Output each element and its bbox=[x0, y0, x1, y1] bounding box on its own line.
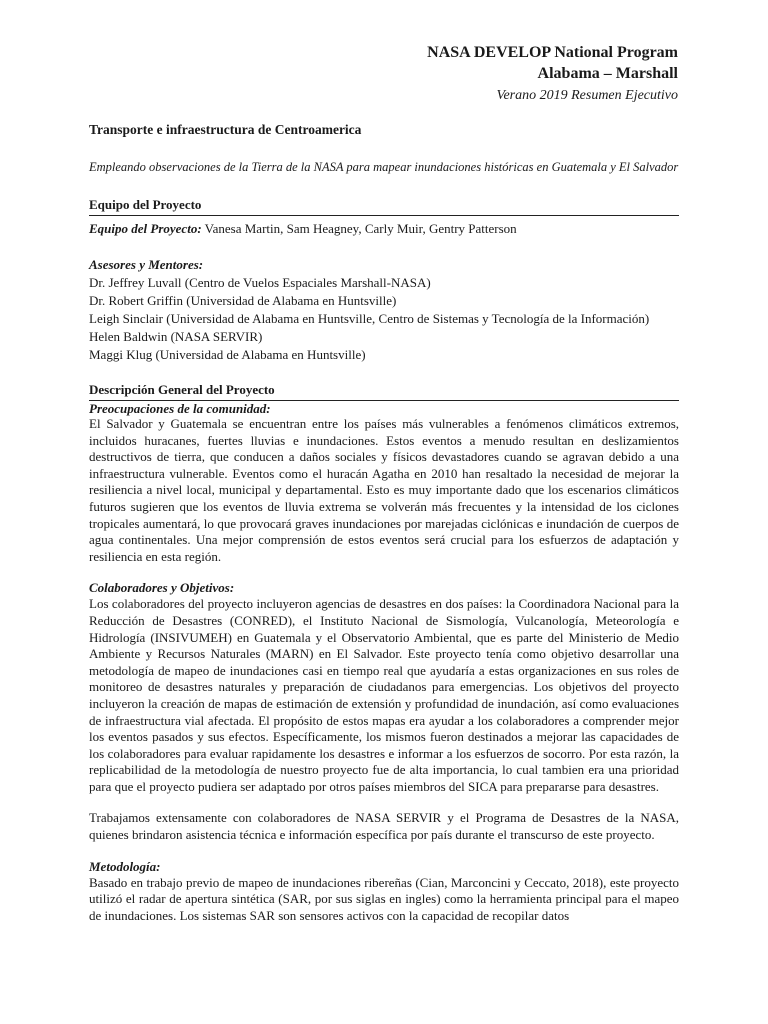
team-members: Vanesa Martin, Sam Heagney, Carly Muir, Gentry Patterson bbox=[201, 221, 517, 236]
team-label: Equipo del Proyecto: bbox=[89, 221, 202, 236]
project-subtitle: Empleando observaciones de la Tierra de la NASA para mapear inundaciones históricas en Guatemala y El Salvador bbox=[89, 160, 679, 174]
concerns-paragraph: El Salvador y Guatemala se encuentran entre los países más vulnerables a fenómenos climáticos extremos, incluidos huracanes, fuertes lluvias e inundaciones. Estos eventos a menudo resultan en deslizamientos destructivos de tierra, que conducen a daños sociales y físicos devastadores cuando se agravan debido a una infraestructura vulnerable. Eventos como el huracán Agatha en 2010 han resaltado la necesidad de mejorar la resiliencia a nivel local, municipal y departamental. Esto es muy importante dado que los escenarios climáticos futuros sugieren que los eventos de lluvia extrema se volverán más frecuentes y la intensidad de los ciclones tropicales aumentará, lo que provocará graves inundaciones por marejadas ciclónicas e inundación de cuerpos de agua continentales. Una mejor comprensión de estos eventos será crucial para los esfuerzos de adaptación y resiliencia en esta región. bbox=[89, 416, 679, 564]
partners-paragraph: Los colaboradores del proyecto incluyeron agencias de desastres en dos países: la Coordinadora Nacional para la Reducción de Desastres (CONRED), el Instituto Nacional de Sismología, Vulcanología, Meteorología e Hidrología (INSIVUMEH) en Guatemala y el Observatorio Ambiental, que es parte del Ministerio de Medio Ambiente y Recursos Naturales (MARN) en El Salvador. Este proyecto tenía como objetivo desarrollar una metodología de mapeo de inundaciones casi en tiempo real que ayudaría a estas organizaciones en sus roles de monitoreo de desastres naturales y preparación de ciudadanos para emergencias. Los objetivos del proyecto incluyeron la creación de mapas de estimación de extensión y profundidad de inundación, así como evaluaciones de infraestructura vial afectada. El propósito de estos mapas era ayudar a los colaboradores a comprender mejor los eventos pasados y sus efectos. Específicamente, los mismos fueron destinados a mejorar las capacidades de los colaboradores para evaluar rapidamente los desastres e informar a los esfuerzos de socorro. Por esta razón, la replicabilidad de la metodología de nuestro proyecto fue de alta importancia, lo cual tambien era una prioridad para que el proyecto pudiera ser adaptado por otros países miembros del SICA para prepararse para desastres. bbox=[89, 596, 679, 794]
concerns-label: Preocupaciones de la comunidad: bbox=[89, 401, 271, 416]
methodology-label: Metodología: bbox=[89, 858, 161, 874]
advisor-item: Dr. Robert Griffin (Universidad de Alabama en Huntsville) bbox=[89, 293, 397, 308]
partners-label: Colaboradores y Objetivos: bbox=[89, 580, 235, 596]
program-name: NASA DEVELOP National Program bbox=[427, 44, 678, 61]
advisor-item: Helen Baldwin (NASA SERVIR) bbox=[89, 329, 263, 344]
advisor-item: Dr. Jeffrey Luvall (Centro de Vuelos Espaciales Marshall-NASA) bbox=[89, 275, 431, 290]
project-title: Transporte e infraestructura de Centroamerica bbox=[89, 122, 362, 137]
advisor-item: Maggi Klug (Universidad de Alabama en Huntsville) bbox=[89, 347, 366, 362]
program-location: Alabama – Marshall bbox=[537, 65, 678, 82]
team-line bbox=[89, 220, 679, 238]
methodology-paragraph: Basado en trabajo previo de mapeo de inundaciones ribereñas (Cian, Marconcini y Ceccato, 2018), este proyecto utilizó el radar de apertura sintética (SAR, por sus siglas en ingles) como la herramienta principal para el mapeo de inundaciones. Los sistemas SAR son sensores activos con la capacidad de recopilar datos bbox=[89, 874, 679, 923]
advisor-item: Leigh Sinclair (Universidad de Alabama en Huntsville, Centro de Sistemas y Tecnología de la Información) bbox=[89, 311, 650, 326]
document-body bbox=[89, 120, 679, 924]
program-term: Verano 2019 Resumen Ejecutivo bbox=[496, 88, 678, 103]
partners-paragraph-2: Trabajamos extensamente con colaboradores de NASA SERVIR y el Programa de Desastres de la NASA, quienes brindaron asistencia técnica e información específica por país durante el transcurso de este proyecto. bbox=[89, 810, 679, 843]
overview-section-heading: Descripción General del Proyecto bbox=[89, 382, 679, 401]
advisors-label: Asesores y Mentores: bbox=[89, 257, 204, 272]
team-section-heading: Equipo del Proyecto bbox=[89, 197, 679, 216]
